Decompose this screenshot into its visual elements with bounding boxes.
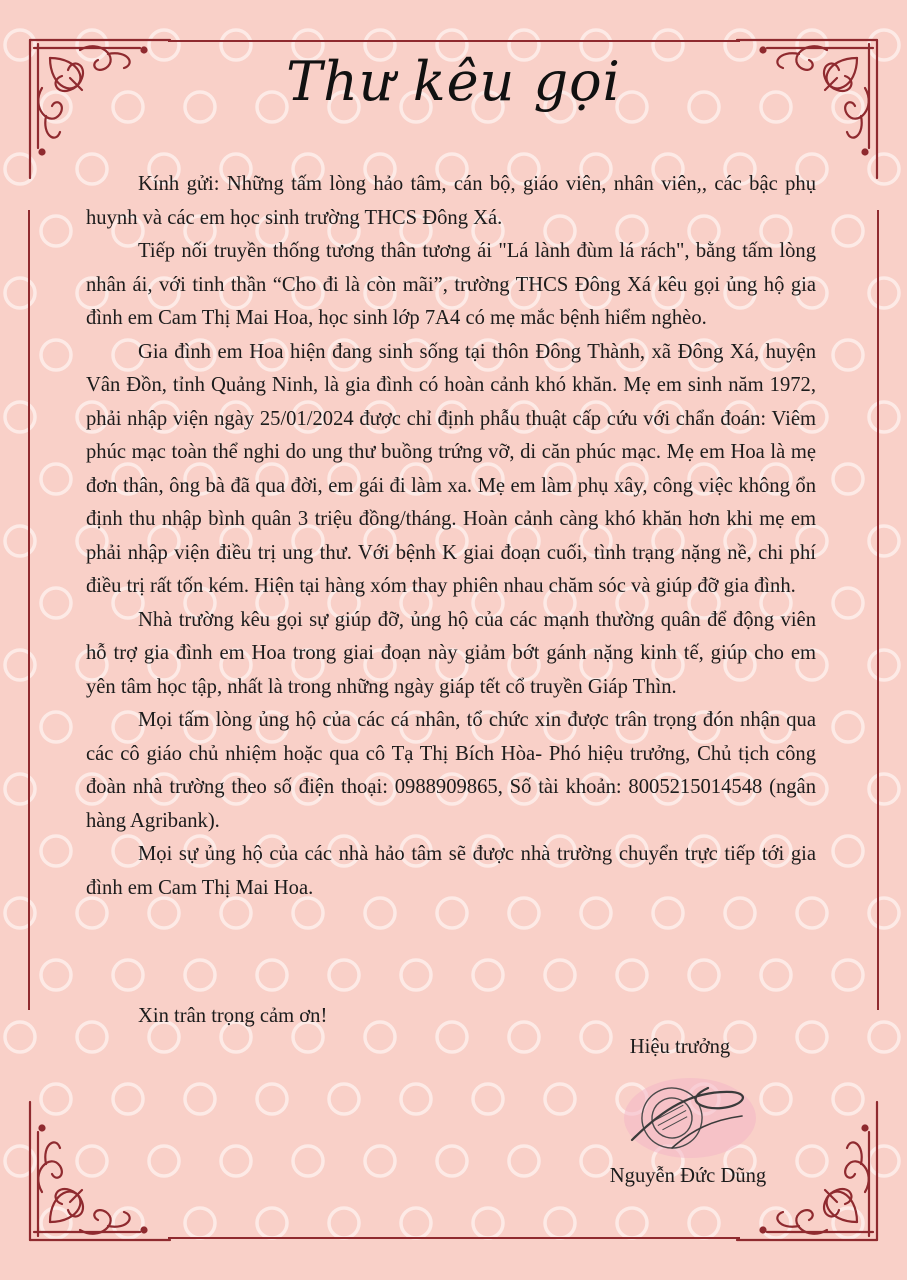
background-dot: [833, 712, 863, 742]
background-dot: [509, 1146, 539, 1176]
letter-body: [86, 168, 816, 905]
background-dot: [5, 650, 35, 680]
background-dot: [833, 340, 863, 370]
background-dot: [833, 960, 863, 990]
background-dot: [869, 402, 899, 432]
paragraph-school-appeal: Nhà trường kêu gọi sự giúp đỡ, ủng hộ của các mạnh thường quân để động viên hỗ trợ gia đình em Hoa trong giai đoạn này giảm bớt gánh nặng kinh tế, giúp cho em yên tâm học tập, nhất là trong những ngày giáp tết cổ truyền Giáp Thìn.: [86, 608, 816, 698]
background-dot: [5, 1022, 35, 1052]
background-dot: [365, 1022, 395, 1052]
background-dot: [5, 526, 35, 556]
background-dot: [761, 960, 791, 990]
background-dot: [617, 1208, 647, 1238]
paragraph-transfer-note: Mọi sự ủng hộ của các nhà hảo tâm sẽ được nhà trường chuyển trực tiếp tới gia đình em Cam Thị Mai Hoa.: [86, 843, 816, 899]
background-dot: [689, 1208, 719, 1238]
frame-bottom-rule: [168, 1237, 740, 1239]
background-dot: [473, 1084, 503, 1114]
background-dot: [257, 960, 287, 990]
paragraph-family-situation: Gia đình em Hoa hiện đang sinh sống tại thôn Đông Thành, xã Đông Xá, huyện Vân Đồn, tỉnh Quảng Ninh, là gia đình có hoàn cảnh khó khăn. Mẹ em sinh năm 1972, phải nhập viện ngày 25/01/2024 được chỉ định phẫu thuật cấp cứu với chẩn đoán: Viêm phúc mạc toàn thể nghi do ung thư buồng trứng vỡ, di căn phúc mạc. Mẹ em Hoa là mẹ đơn thân, ông bà đã qua đời, em gái đi làm xa. Mẹ em làm phụ xây, công việc không ổn định thu nhập bình quân 3 triệu đồng/tháng. Hoàn cảnh càng khó khăn hơn khi mẹ em phải nhập viện điều trị ung thư. Với bệnh K giai đoạn cuối, tình trạng nặng nề, chi phí điều trị rất tốn kém. Hiện tại hàng xóm thay phiên nhau chăm sóc và giúp đỡ gia đình.: [86, 340, 816, 597]
background-dot: [77, 1022, 107, 1052]
background-dot: [437, 1022, 467, 1052]
background-dot: [689, 960, 719, 990]
background-dot: [41, 588, 71, 618]
closing-thanks: Xin trân trọng cảm ơn!: [138, 1005, 328, 1027]
background-dot: [545, 1208, 575, 1238]
background-dot: [833, 216, 863, 246]
background-dot: [5, 278, 35, 308]
background-dot: [41, 712, 71, 742]
background-dot: [5, 774, 35, 804]
background-dot: [869, 898, 899, 928]
background-dot: [509, 1022, 539, 1052]
paragraph-contact-info: Mọi tấm lòng ủng hộ của các cá nhân, tổ chức xin được trân trọng đón nhận qua các cô giáo chủ nhiệm hoặc qua cô Tạ Thị Bích Hòa- Phó hiệu trưởng, Chủ tịch công đoàn nhà trường theo số điện thoại: 0988909865, Số tài khoản: 8005215014548 (ngân hàng Agribank).: [86, 709, 816, 832]
background-dot: [221, 1146, 251, 1176]
background-dot: [329, 1208, 359, 1238]
background-dot: [437, 1146, 467, 1176]
background-dot: [869, 774, 899, 804]
letter-title: Thư kêu gọi: [286, 50, 621, 113]
background-dot: [41, 836, 71, 866]
school-seal-stamp: [612, 1070, 762, 1160]
background-dot: [365, 1146, 395, 1176]
background-dot: [5, 898, 35, 928]
signer-name: Nguyễn Đức Dũng: [609, 1165, 767, 1187]
background-dot: [257, 1084, 287, 1114]
background-dot: [869, 526, 899, 556]
background-dot: [473, 960, 503, 990]
background-dot: [833, 588, 863, 618]
background-dot: [185, 1208, 215, 1238]
background-dot: [41, 216, 71, 246]
background-dot: [869, 278, 899, 308]
background-dot: [185, 1084, 215, 1114]
background-dot: [797, 1022, 827, 1052]
background-dot: [41, 340, 71, 370]
paragraph-salutation: Kính gửi: Những tấm lòng hảo tâm, cán bộ, giáo viên, nhân viên,, các bậc phụ huynh và các em học sinh trường THCS Đông Xá.: [86, 173, 816, 229]
background-dot: [617, 960, 647, 990]
background-dot: [293, 1146, 323, 1176]
signer-title: Hiệu trưởng: [629, 1036, 731, 1058]
background-dot: [401, 1208, 431, 1238]
background-dot: [5, 402, 35, 432]
background-dot: [401, 960, 431, 990]
background-dot: [833, 836, 863, 866]
background-dot: [41, 960, 71, 990]
background-dot: [41, 464, 71, 494]
background-dot: [545, 1084, 575, 1114]
background-dot: [257, 1208, 287, 1238]
background-dot: [185, 960, 215, 990]
background-dot: [113, 960, 143, 990]
frame-left-rule: [28, 210, 30, 1010]
frame-right-rule: [877, 210, 879, 1010]
background-dot: [329, 1084, 359, 1114]
background-dot: [329, 960, 359, 990]
background-dot: [869, 1022, 899, 1052]
background-dot: [401, 1084, 431, 1114]
frame-top-rule: [168, 40, 740, 42]
background-dot: [473, 1208, 503, 1238]
paragraph-appeal-intro: Tiếp nối truyền thống tương thân tương ái "Lá lành đùm lá rách", bằng tấm lòng nhân ái, với tinh thần “Cho đi là còn mãi”, trường THCS Đông Xá kêu gọi ủng hộ gia đình em Cam Thị Mai Hoa, học sinh lớp 7A4 có mẹ mắc bệnh hiểm nghèo.: [86, 240, 816, 329]
background-dot: [833, 464, 863, 494]
bottom-left-corner-ornament-icon: [20, 1092, 180, 1252]
background-dot: [545, 960, 575, 990]
background-dot: [869, 650, 899, 680]
